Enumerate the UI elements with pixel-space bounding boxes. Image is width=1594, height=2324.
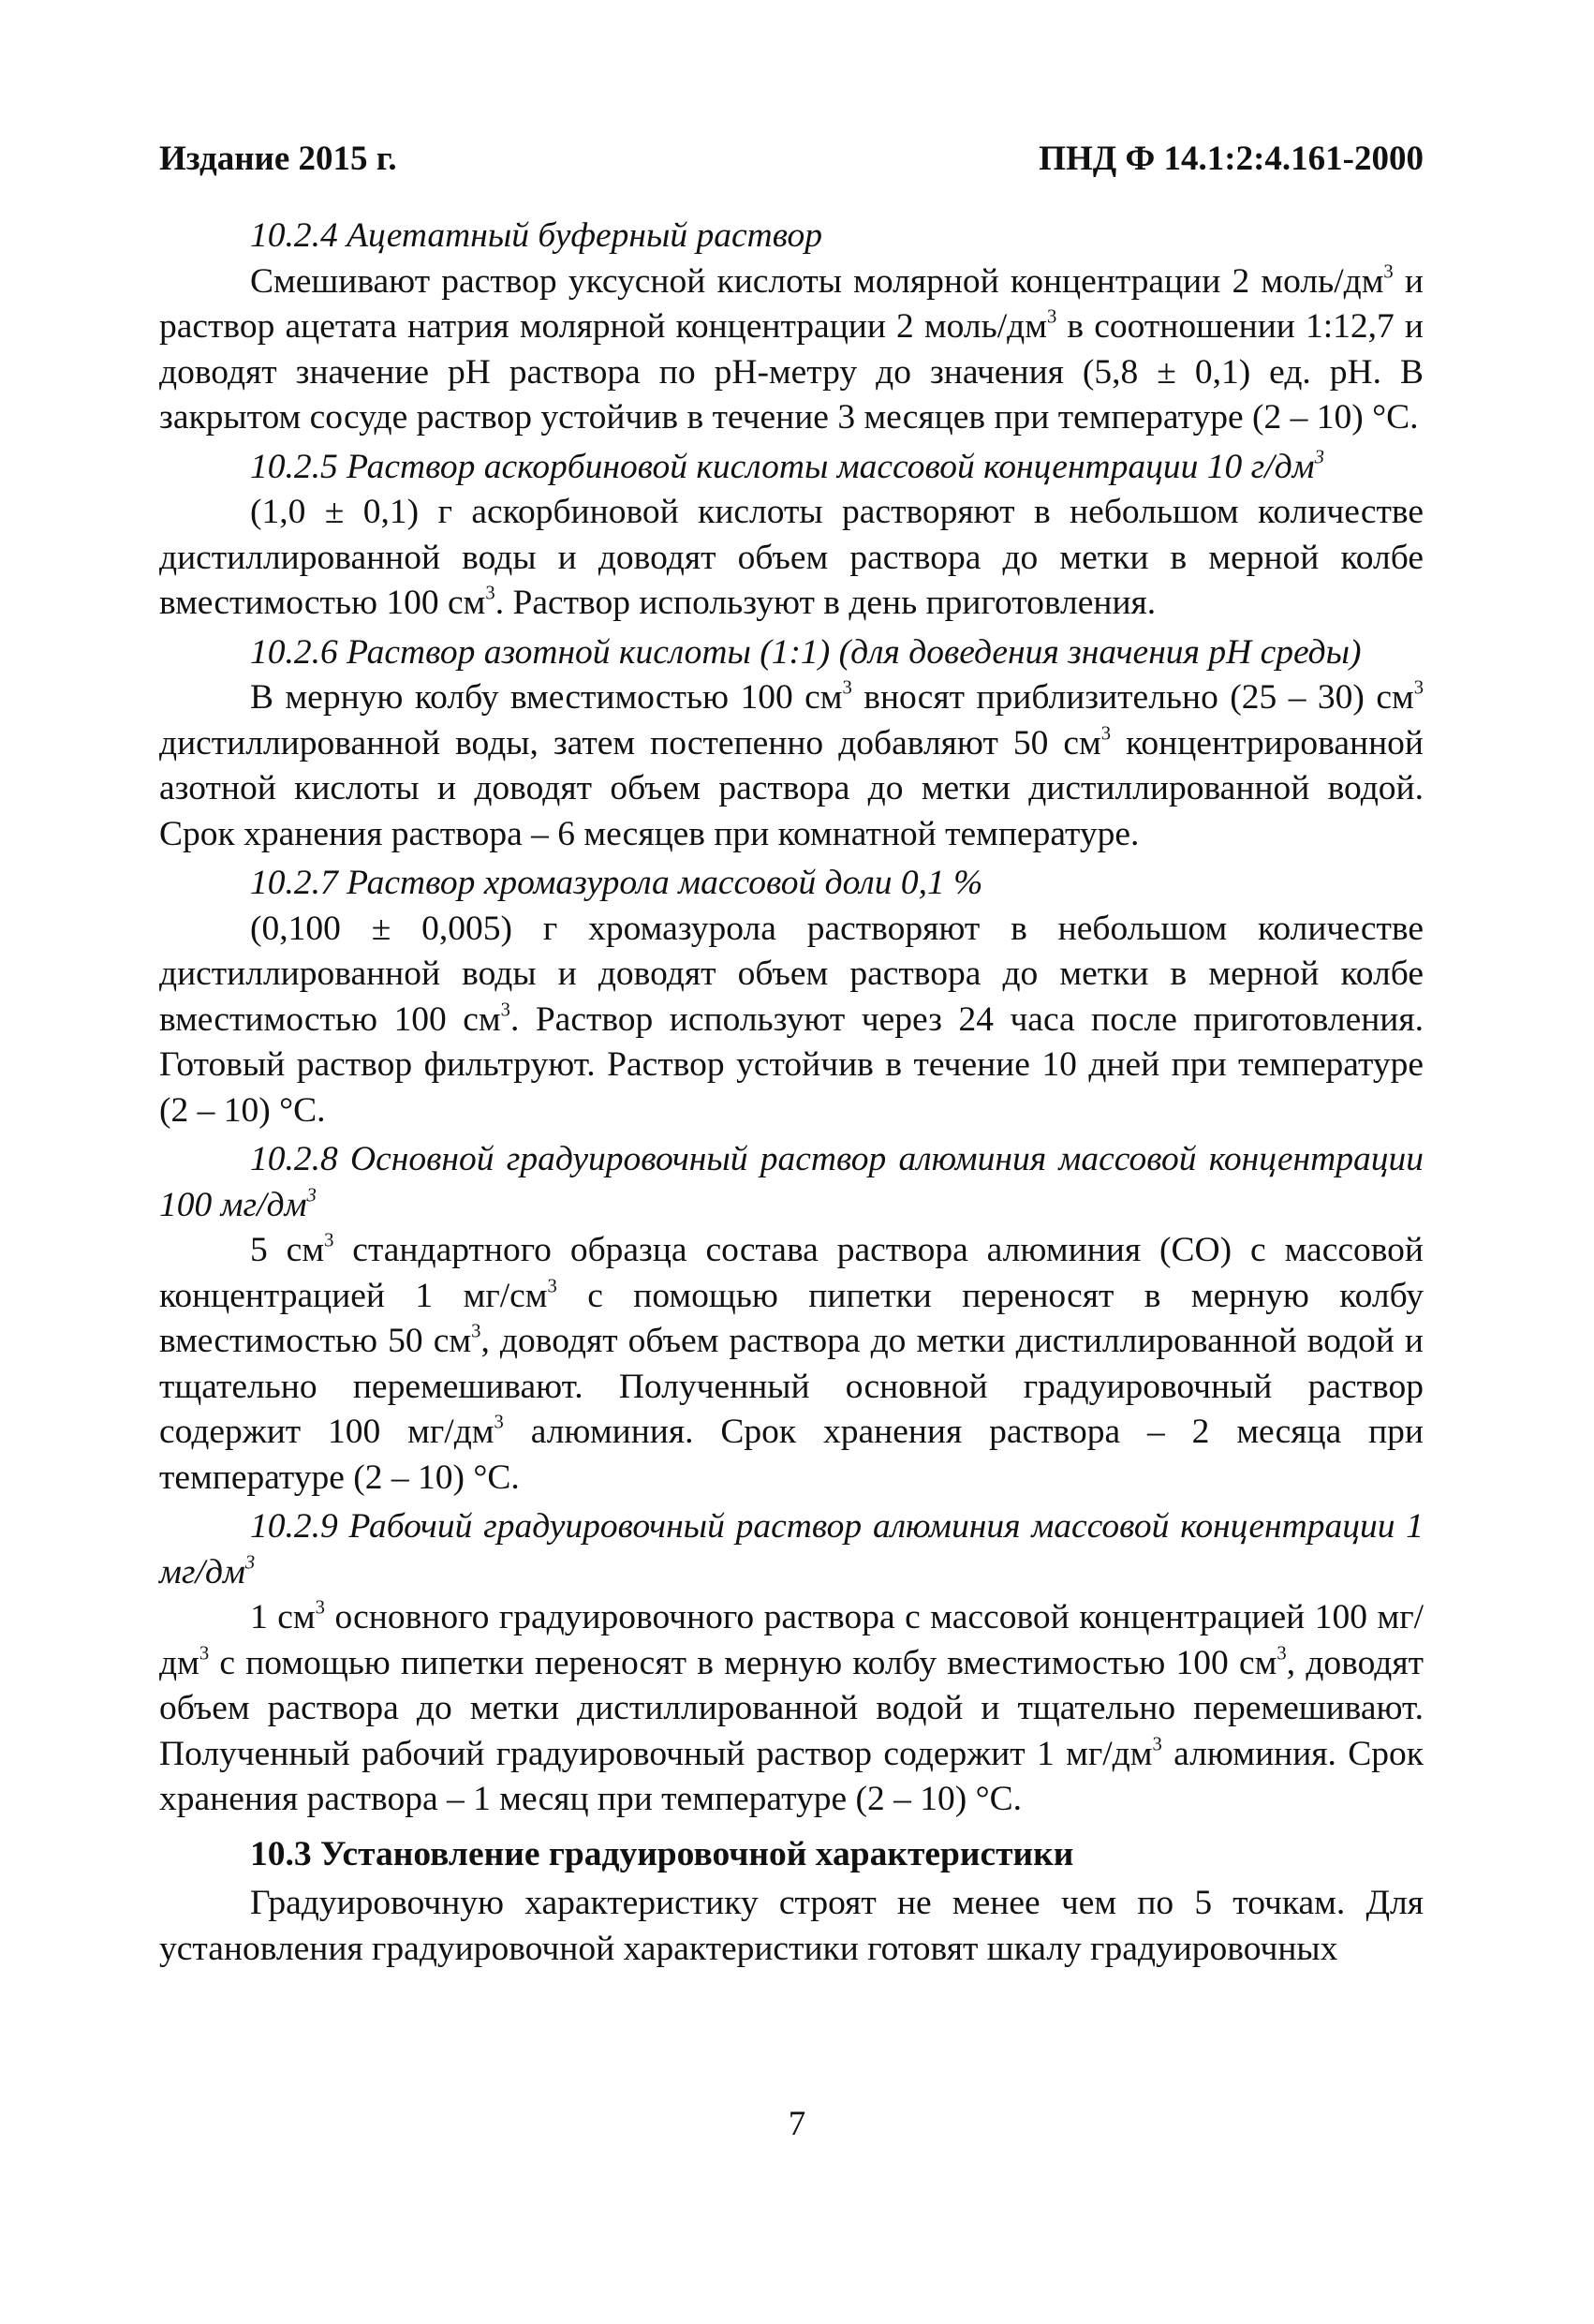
section-heading-10-2-6: 10.2.6 Раствор азотной кислоты (1:1) (для доведения значения pH среды) [250, 632, 1362, 672]
section-text-10-2-7: (0,100 ± 0,005) г хромазурола растворяют в небольшом количестве дистиллированной воды и доводят объем раствора до метки в мерной колбе вместимостью 100 $см^3$. Раствор используют через 24 часа после приготовления. Готовый раствор фильтруют. Раствор устойчив в течение 10 дней при температуре (2 – 10) °С. [159, 909, 1424, 1130]
section-text-10-3: Градуировочную характеристику строят не менее чем по 5 точкам. Для установления градуировочной характеристики готовят шкалу градуировочных [159, 1884, 1424, 1968]
section-heading-10-2-5: 10.2.5 Раствор аскорбиновой кислоты массовой концентрации 10 $г/дм^3$ [250, 447, 1324, 486]
section-heading-10-2-9: 10.2.9 Рабочий градуировочный раствор алюминия массовой концентрации 1 $мг/дм^3$ [159, 1507, 1424, 1591]
section-text-10-2-5: (1,0 ± 0,1) г аскорбиновой кислоты растворяют в небольшом количестве дистиллированной воды и доводят объем раствора до метки в мерной колбе вместимостью 100 $см^3$. Раствор используют в день приготовления. [159, 493, 1424, 622]
section-heading-10-2-7: 10.2.7 Раствор хромазурола массовой доли 0,1 % [250, 864, 983, 902]
section-text-10-2-6: В мерную колбу вместимостью 100 $см^3$ вносят приблизительно (25 – 30) $см^3$ дистиллированной воды, затем постепенно добавляют 50 $см^3$ концентрированной азотной кислоты и доводят объем раствора до метки дистиллированной водой. Срок хранения раствора – 6 месяцев при комнатной температуре. [159, 677, 1424, 853]
section-heading-10-2-4: 10.2.4 Ацетатный буферный раствор [250, 216, 823, 255]
section-text-10-2-9: 1 $см^3$ основного градуировочного раствора с массовой концентрацией 100 $мг/дм^3$ с помощью пипетки переносят в мерную колбу вместимостью 100 $см^3$, доводят объем раствора до метки дистиллированной водой и тщательно перемешивают. Полученный рабочий градуировочный раствор содержит 1 $мг/дм^3$ алюминия. Срок хранения раствора – 1 месяц при температуре (2 – 10) °С. [159, 1597, 1424, 1818]
section-heading-10-2-8: 10.2.8 Основной градуировочный раствор алюминия массовой концентрации 100 $мг/дм^3$ [159, 1140, 1424, 1224]
edition-label: Издание 2015 г. [159, 140, 397, 178]
section-heading-10-3: 10.3 Установление градуировочной характеристики [250, 1834, 1074, 1873]
document-code: ПНД Ф 14.1:2:4.161-2000 [1039, 140, 1424, 178]
section-text-10-2-8: 5 $см^3$ стандартного образца состава раствора алюминия (СО) с массовой концентрацией 1 $мг/см^3$ с помощью пипетки переносят в мерную колбу вместимостью 50 $см^3$, доводят объем раствора до метки дистиллированной водой и тщательно перемешивают. Полученный основной градуировочный раствор содержит 100 $мг/дм^3$ алюминия. Срок хранения раствора – 2 месяца при температуре (2 – 10) °С. [159, 1230, 1424, 1497]
page-content [159, 214, 1424, 1972]
page-number: 7 [788, 2105, 806, 2143]
page-header [159, 139, 1424, 184]
section-text-10-2-4: Смешивают раствор уксусной кислоты молярной концентрации 2 моль/$дм^3$ и раствор ацетата натрия молярной концентрации 2 моль/$дм^3$ в соотношении 1:12,7 и доводят значение pH раствора по pH-метру до значения (5,8 ± 0,1) ед. pH. В закрытом сосуде раствор устойчив в течение 3 месяцев при температуре (2 – 10) °С. [159, 261, 1424, 437]
